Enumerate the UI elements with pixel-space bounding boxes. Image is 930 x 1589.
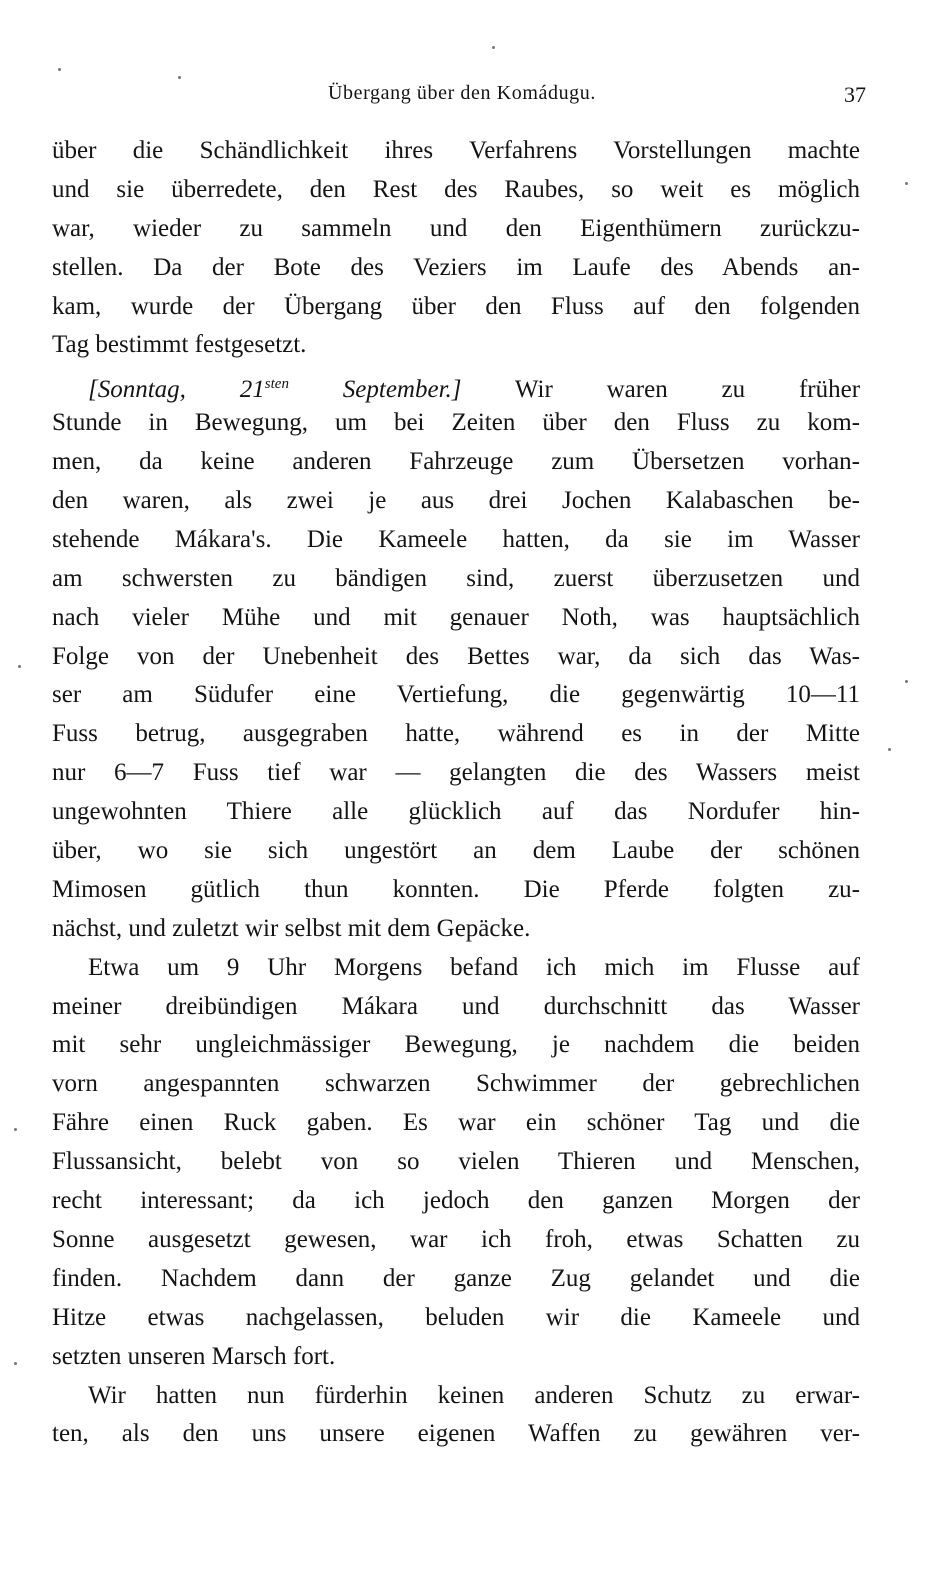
text-line: Wir hatten nun fürderhin keinen anderen Schutz zu erwar- [88,1381,860,1409]
text-line: Mimosen gütlich thun konnten. Die Pferde folgten zu- [52,875,860,903]
text-line: stellen. Da der Bote des Veziers im Laufe des Abends an- [52,253,860,281]
text-line: nach vieler Mühe und mit genauer Noth, was hauptsächlich [52,603,860,631]
text-line: vorn angespannten schwarzen Schwimmer der gebrechlichen [52,1070,860,1098]
running-title: Übergang über den Komádugu. [328,82,596,104]
text-line: mit sehr ungleichmässiger Bewegung, je nachdem die beiden [52,1031,860,1059]
text-line: setzten unseren Marsch fort. [52,1342,336,1370]
text-line: den waren, als zwei je aus drei Jochen Kalabaschen be- [52,487,860,515]
text-line: stehende Mákara's. Die Kameele hatten, da sie im Wasser [52,525,860,553]
text-line: Stunde in Bewegung, um bei Zeiten über den Fluss zu kom- [52,409,860,437]
text-line: recht interessant; da ich jedoch den ganzen Morgen der [52,1187,860,1215]
text-line: über die Schändlichkeit ihres Verfahrens Vorstellungen machte [52,137,860,164]
text-line: Etwa um 9 Uhr Morgens befand ich mich im Flusse auf [88,953,860,981]
scan-speck [905,680,908,683]
scan-speck [58,68,61,71]
scan-speck [18,665,21,668]
scan-speck [14,1128,17,1131]
text-line: men, da keine anderen Fahrzeuge zum Übersetzen vorhan- [52,448,860,476]
scan-speck [492,46,495,49]
scan-speck [905,182,908,185]
date-day-suffix: sten [264,376,289,393]
text-line: ser am Südufer eine Vertiefung, die gegenwärtig 10—11 [52,681,860,709]
text-line: nur 6—7 Fuss tief war — gelangten die des Wassers meist [52,759,860,787]
date-day: $21^{sten}$ [239,376,289,404]
text-line: am schwersten zu bändigen sind, zuerst überzusetzen und [52,564,860,592]
date-month: September.] [342,376,462,404]
text-line: finden. Nachdem dann der ganze Zug gelandet und die [52,1264,860,1292]
text-line: Folge von der Unebenheit des Bettes war, da sich das Was- [52,642,860,670]
scan-speck [888,748,891,751]
date-heading-line [52,365,860,404]
text-line: ungewohnten Thiere alle glücklich auf das Nordufer hin- [52,798,860,826]
text-line: war, wieder zu sammeln und den Eigenthümern zurückzu- [52,214,860,242]
body-text [52,132,860,1454]
scan-speck [14,1362,17,1365]
page-number: 37 [844,82,866,107]
text-line: und sie überredete, den Rest des Raubes, so weit es möglich [52,175,860,203]
date-line-rest: Wir waren zu früher [514,376,860,404]
text-line: über, wo sie sich ungestört an dem Laube der schönen [52,837,860,865]
date-weekday: [Sonntag, [88,376,186,404]
text-line: ten, als den uns unsere eigenen Waffen zu gewähren ver- [52,1420,860,1448]
text-line: nächst, und zuletzt wir selbst mit dem Gepäcke. [52,914,531,942]
scan-speck [178,76,181,79]
text-line: Fähre einen Ruck gaben. Es war ein schöner Tag und die [52,1109,860,1137]
text-line: Hitze etwas nachgelassen, beluden wir die Kameele und [52,1303,860,1331]
text-line: Fuss betrug, ausgegraben hatte, während es in der Mitte [52,720,860,748]
text-line: kam, wurde der Übergang über den Fluss auf den folgenden [52,292,860,320]
text-line: Sonne ausgesetzt gewesen, war ich froh, etwas Schatten zu [52,1225,860,1253]
running-head [52,82,872,114]
text-line: Tag bestimmt festgesetzt. [52,331,307,359]
text-line: Flussansicht, belebt von so vielen Thieren und Menschen, [52,1148,860,1176]
text-line: meiner dreibündigen Mákara und durchschnitt das Wasser [52,992,860,1020]
